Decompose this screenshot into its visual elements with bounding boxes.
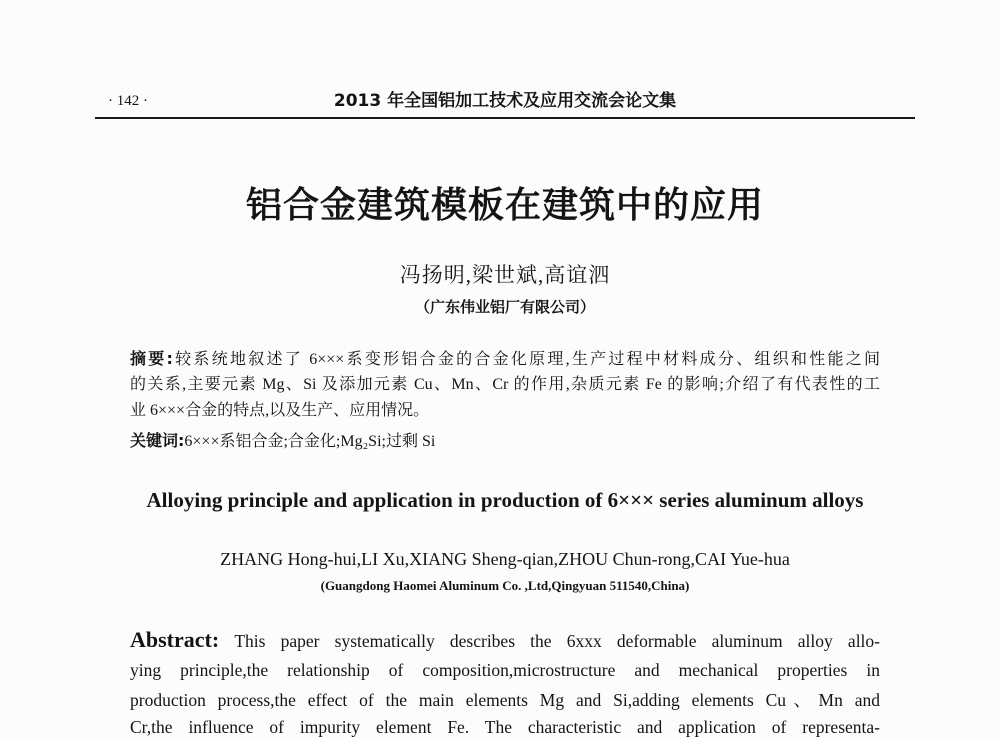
abstract-zh-line: 业 6×××合金的特点,以及生产、应用情况。 [130,402,430,419]
page-number: · 142 · [108,93,148,109]
affiliation-zh: （广东伟业铝厂有限公司） [414,298,595,316]
keywords-zh-label: 关键词: [130,431,185,450]
abstract-en-text: This paper systematically describes the 6xxx deformable aluminum alloy allo- [234,631,880,651]
abstract-zh-label: 摘要: [130,349,173,368]
abstract-zh-line [130,349,880,369]
abstract-en-line: production process,the effect of the main elements Mg and Si,adding elements Cu、Mn and [130,690,880,710]
affiliation-en: (Guangdong Haomei Aluminum Co. ,Ltd,Qingyuan 511540,China) [320,578,690,593]
proceedings-title: 2013 年全国铝加工技术及应用交流会论文集 [333,91,677,111]
abstract-en-line: ying principle,the relationship of composition,microstructure and mechanical properties in [130,660,880,680]
abstract-en-line: Cr,the influence of impurity element Fe. The characteristic and application of representa- [130,717,880,737]
keywords-zh [130,431,435,452]
abstract-zh-text: 较系统地叙述了 6×××系变形铝合金的合金化原理,生产过程中材料成分、组织和性能之间 [172,351,880,368]
abstract-en-line [130,629,880,651]
authors-en: ZHANG Hong-hui,LI Xu,XIANG Sheng-qian,ZHOU Chun-rong,CAI Yue-hua [220,549,790,569]
paper-title-zh: 铝合金建筑模板在建筑中的应用 [245,184,764,226]
abstract-en-label: Abstract: [130,629,220,651]
authors-zh: 冯扬明,梁世斌,高谊泗 [399,263,611,287]
header-rule [95,117,915,119]
paper-title-en: Alloying principle and application in production of 6××× series aluminum alloys [146,488,864,512]
keywords-zh-text: 6×××系铝合金;合金化;Mg₂Si;过剩 Si [184,433,436,450]
abstract-zh-line: 的关系,主要元素 Mg、Si 及添加元素 Cu、Mn、Cr 的作用,杂质元素 Fe 的影响;介绍了有代表性的工 [130,376,880,393]
